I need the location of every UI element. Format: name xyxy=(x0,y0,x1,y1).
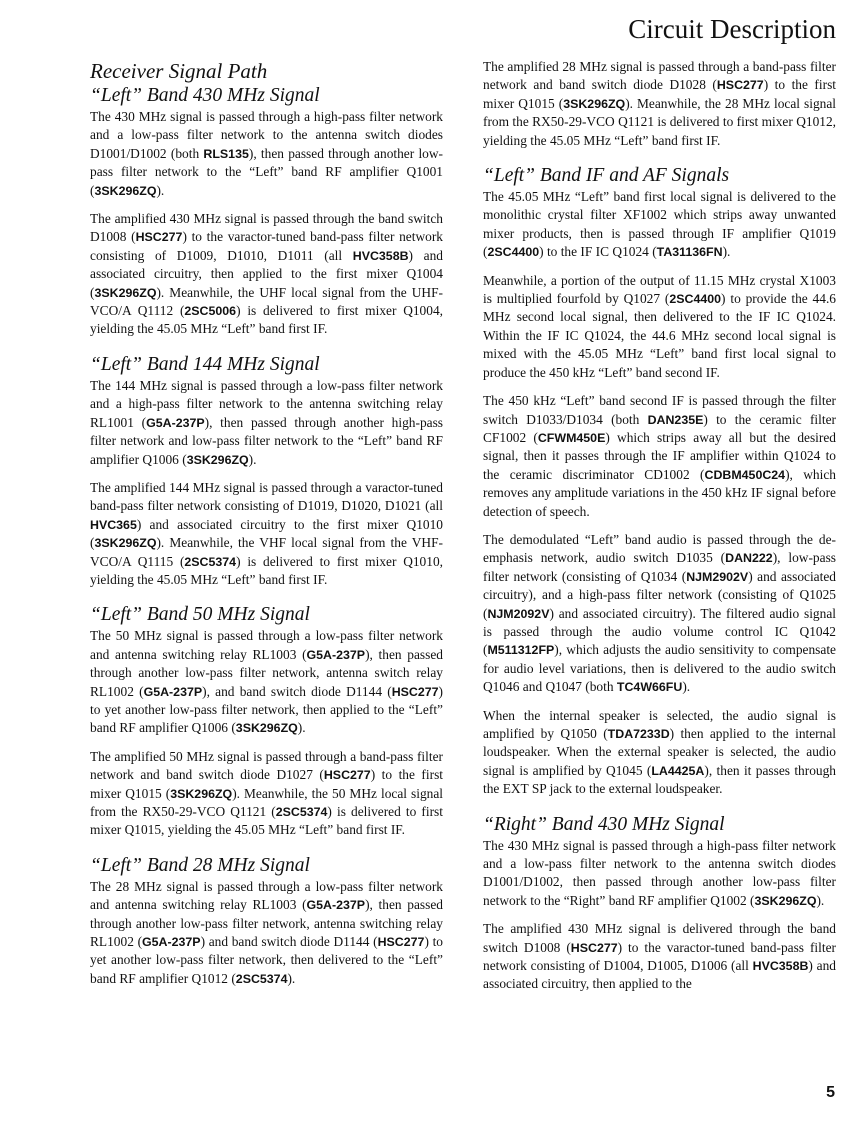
body-paragraph: The 144 MHz signal is passed through a low-pass filter network and a high-pass filter network to the antenna switching relay RL1001 (G5A-237P), then passed through another high-pass filter network and low-pass filter network to the “Left” band RF amplifier Q1006 (3SK296ZQ). xyxy=(90,377,444,467)
part-number: 3SK296ZQ xyxy=(94,183,157,198)
part-number: CDBM450C24 xyxy=(704,467,786,482)
part-number: 2SC5006 xyxy=(184,304,237,319)
part-number: HSC277 xyxy=(323,768,371,783)
section-heading: “Left” Band 28 MHz Signal xyxy=(90,854,310,876)
part-number: HSC277 xyxy=(716,78,764,93)
body-paragraph: The 50 MHz signal is passed through a low-pass filter network and antenna switching relay RL1003 (G5A-237P), then passed through another low-pass filter network, antenna switch relay RL1002 (G5A-237P), and band switch diode D1144 (HSC277) to yet another low-pass filter network, then applied to the “Left” band RF amplifier Q1006 (3SK296ZQ). xyxy=(90,628,444,736)
body-paragraph: The amplified 50 MHz signal is passed through a band-pass filter network and band switch diode D1027 (HSC277) to the first mixer Q1015 (3SK296ZQ). Meanwhile, the 50 MHz local signal from the RX50-29-VCO Q1121 (2SC5374) is delivered to first mixer Q1015, yielding the 45.05 MHz “Left” band first IF. xyxy=(90,748,443,838)
left-sections xyxy=(90,84,443,988)
part-number: 2SC5374 xyxy=(184,554,237,569)
part-number: LA4425A xyxy=(651,763,705,778)
section-heading: “Left” Band IF and AF Signals xyxy=(483,165,730,187)
body-paragraph: The amplified 430 MHz signal is passed through the band switch D1008 (HSC277) to the varactor-tuned band-pass filter network consisting of D1009, D1010, D1011 (all HVC358B) and associated circuitry, then applied to the first mixer Q1004 (3SK296ZQ). Meanwhile, the UHF local signal from the UHF-VCO/A Q1112 (2SC5006) is delivered to first mixer Q1004, yielding the 45.05 MHz “Left” band first IF. xyxy=(90,211,443,337)
part-number: TA31136FN xyxy=(656,245,723,260)
part-number: HSC277 xyxy=(570,940,618,955)
body-paragraph: The amplified 430 MHz signal is delivered through the band switch D1008 (HSC277) to the varactor-tuned band-pass filter network consisting of D1004, D1005, D1006 (all HVC358B) and associated circuitry, then applied to the xyxy=(483,921,836,992)
part-number: 2SC4400 xyxy=(487,245,540,260)
right-lead-text xyxy=(483,58,836,150)
section-heading: “Left” Band 430 MHz Signal xyxy=(90,85,320,106)
part-number: HSC277 xyxy=(391,684,439,699)
right-sections xyxy=(483,164,836,994)
part-number: 3SK296ZQ xyxy=(754,893,817,908)
part-number: NJM2902V xyxy=(686,569,749,584)
part-number: 2SC5374 xyxy=(275,805,328,819)
part-number: HVC358B xyxy=(352,248,409,263)
part-number: HVC365 xyxy=(90,517,137,532)
body-paragraph: The 28 MHz signal is passed through a low-pass filter network and antenna switching relay RL1003 (G5A-237P), then passed through another low-pass filter network, antenna switching relay RL1002 (G5A-237P) and band switch diode D1144 (HSC277) to yet another low-pass filter network, then delivered to the “Left” band RF amplifier Q1012 (2SC5374). xyxy=(90,878,443,986)
part-number: HVC358B xyxy=(752,959,809,974)
part-number: 3SK296ZQ xyxy=(563,96,626,111)
part-number: TDA7233D xyxy=(607,727,670,741)
part-number: G5A-237P xyxy=(142,935,201,950)
part-number: G5A-237P xyxy=(306,898,366,913)
part-number: 3SK296ZQ xyxy=(94,536,157,551)
part-number: 3SK296ZQ xyxy=(186,452,249,467)
body-paragraph: The 450 kHz “Left” band second IF is passed through the filter switch D1033/D1034 (both DAN235E) to the ceramic filter CF1002 (CFWM450E) which strips away all but the desired signal, then it passes through the IF amplifier within Q1024 to the ceramic discriminator CD1002 (CDBM450C24), which removes any amplitude variations in the 450 kHz IF signal before detection of speech. xyxy=(483,393,836,519)
body-paragraph: The 430 MHz signal is passed through a high-pass filter network and a low-pass filter network to the antenna switch diodes D1001/D1002 (both RLS135), then passed through another low-pass filter network to the “Left” band RF amplifier Q1001 (3SK296ZQ). xyxy=(90,109,443,198)
section-heading: “Left” Band 144 MHz Signal xyxy=(90,353,320,375)
body-paragraph: When the internal speaker is selected, the audio signal is amplified by Q1050 (TDA7233D) then applied to the internal loudspeaker. When the external speaker is selected, the audio signal is amplified by Q1045 (LA4425A), then it passes through the EXT SP jack to the external loudspeaker. xyxy=(483,707,836,797)
body-paragraph: Meanwhile, a portion of the output of 11.15 MHz crystal X1003 is multiplied fourfold by Q1027 (2SC4400) to provide the 44.6 MHz second local signal, then delivered to the IF IC Q1024. Within the IF IC Q1024, the 44.6 MHz second local signal is mixed with the 45.05 MHz “Left” band first local signal to produce the 450 kHz “Left” band second IF. xyxy=(483,272,836,380)
part-number: G5A-237P xyxy=(306,647,366,662)
section-heading: “Left” Band 50 MHz Signal xyxy=(90,604,310,626)
body-paragraph: The demodulated “Left” band audio is passed through the de-emphasis network, audio switch D1035 (DAN222), low-pass filter network (consisting of Q1034 (NJM2902V) and associated circuitry), and a high-pass filter network (consisting of Q1025 (NJM2092V) and associated circuitry). The filtered audio signal is passed through the audio volume control IC Q1042 (M511312FP), which adjusts the audio sensitivity to compensate for audio level variations, then is delivered to the audio switch Q1046 and Q1047 (both TC4W66FU). xyxy=(483,531,836,695)
part-number: TC4W66FU xyxy=(616,680,683,695)
part-number: HSC277 xyxy=(377,935,425,950)
left-column xyxy=(90,58,443,998)
part-number: DAN222 xyxy=(725,551,773,566)
right-column xyxy=(483,58,836,1004)
part-number: CFWM450E xyxy=(537,430,606,445)
body-paragraph: The amplified 28 MHz signal is passed through a band-pass filter network and band switch diode D1028 (HSC277) to the first mixer Q1015 (3SK296ZQ). Meanwhile, the 28 MHz local signal from the RX50-29-VCO Q1121 is delivered to first mixer Q1012, yielding the 45.05 MHz “Left” band first IF. xyxy=(483,59,836,148)
part-number: 3SK296ZQ xyxy=(170,786,233,801)
part-number: G5A-237P xyxy=(146,415,205,430)
page-header-title: Circuit Description xyxy=(628,14,836,44)
section-heading: “Right” Band 430 MHz Signal xyxy=(483,813,725,835)
part-number: DAN235E xyxy=(647,412,704,427)
part-number: 3SK296ZQ xyxy=(235,721,298,736)
part-number: G5A-237P xyxy=(143,684,203,699)
part-number: RLS135 xyxy=(203,146,249,161)
part-number: HSC277 xyxy=(135,230,183,245)
part-number: 3SK296ZQ xyxy=(94,285,157,300)
body-paragraph: The amplified 144 MHz signal is passed through a varactor-tuned band-pass filter network consisting of D1019, D1020, D1021 (all HVC365) and associated circuitry to the first mixer Q1010 (3SK296ZQ). Meanwhile, the VHF local signal from the VHF-VCO/A Q1115 (2SC5374) is delivered to first mixer Q1010, yielding the 45.05 MHz “Left” band first IF. xyxy=(90,479,443,587)
part-number: M511312FP xyxy=(487,643,555,658)
body-paragraph: The 430 MHz signal is passed through a high-pass filter network and a low-pass filter network to the antenna switch diodes D1001/D1002, then passed through another low-pass filter network to the “Right” band RF amplifier Q1002 (3SK296ZQ). xyxy=(483,837,836,908)
main-section-title: Receiver Signal Path xyxy=(90,59,268,83)
page-number: 5 xyxy=(826,1084,835,1101)
part-number: 2SC4400 xyxy=(669,292,722,307)
part-number: NJM2092V xyxy=(487,606,550,621)
body-paragraph: The 45.05 MHz “Left” band first local signal is delivered to the monolithic crystal filter XF1002 which strips away unwanted mixer products, then is passed through IF amplifier Q1019 (2SC4400) to the IF IC Q1024 (TA31136FN). xyxy=(483,189,836,260)
part-number: 2SC5374 xyxy=(235,971,288,986)
